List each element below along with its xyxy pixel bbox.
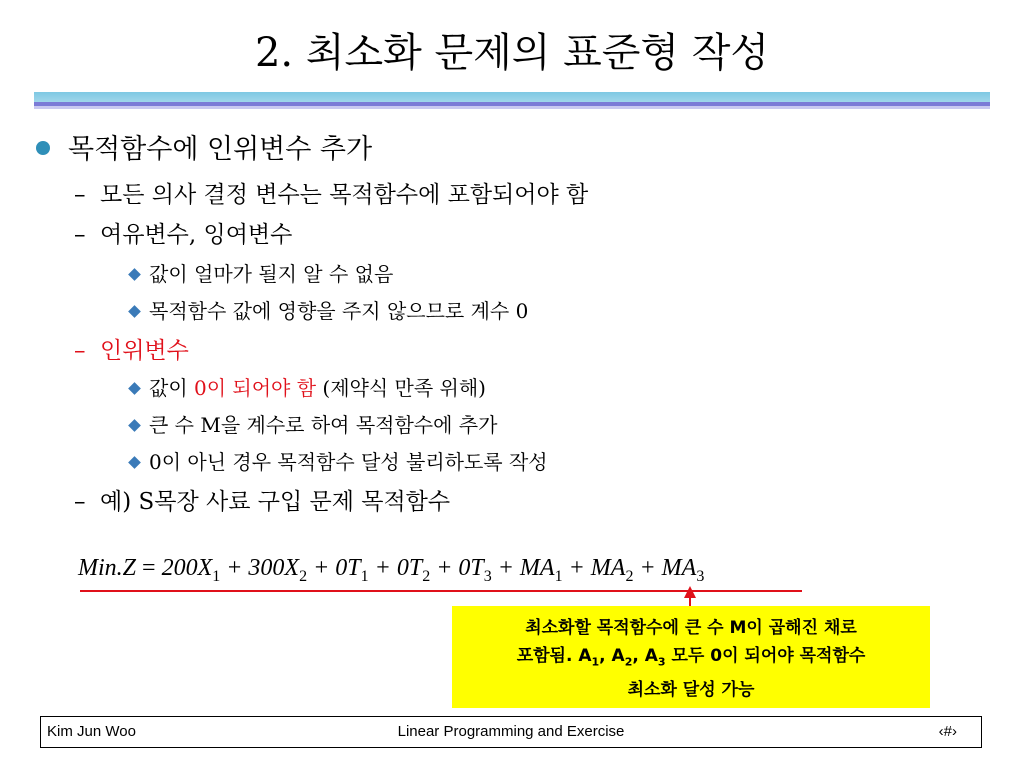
sub-bullet-c (74, 336, 189, 366)
item-text: 목적함수 값에 영향을 주지 않으므로 계수 0 (149, 299, 529, 323)
item-text-post: (제약식 만족 위해) (316, 376, 486, 400)
callout-line3: 최소화 달성 가능 (627, 680, 755, 701)
slide-footer (40, 716, 982, 748)
item-text: 큰 수 M을 계수로 하여 목적함수에 추가 (149, 413, 498, 437)
dash-icon: – (74, 338, 86, 364)
formula-sub: 2 (422, 568, 431, 585)
sub-bullet-text: 인위변수 (100, 338, 189, 364)
callout-text: , A (599, 646, 625, 666)
footer-course: Linear Programming and Exercise (397, 723, 625, 740)
formula-term: + MA (491, 555, 555, 581)
diamond-bullet-icon (128, 456, 141, 469)
callout-text: 포함됨. A (516, 646, 592, 666)
sub-bullet-text: 여유변수, 잉여변수 (100, 222, 293, 248)
item-b2 (130, 298, 528, 324)
item-text-pre: 값이 (149, 376, 194, 400)
formula-term: + 0T (430, 555, 484, 581)
round-bullet-icon (36, 141, 50, 155)
dash-icon: – (74, 489, 86, 515)
formula-sub: 3 (483, 568, 492, 585)
item-text: 0이 아닌 경우 목적함수 달성 불리하도록 작성 (149, 450, 548, 474)
sub-bullet-d (74, 487, 450, 517)
callout-text: 모두 0이 되어야 목적함수 (665, 646, 866, 666)
sub-bullet-b (74, 220, 292, 250)
formula-term: 200X (161, 555, 213, 581)
diamond-bullet-icon (128, 419, 141, 432)
formula-term: + MA (633, 555, 697, 581)
callout-sub: 2 (624, 655, 633, 669)
diamond-bullet-icon (128, 382, 141, 395)
callout-sub: 1 (591, 655, 600, 669)
diamond-bullet-icon (128, 268, 141, 281)
formula-lhs: Min.Z (78, 555, 137, 581)
callout-line2 (458, 642, 924, 676)
title-rule-top (34, 92, 990, 102)
formula-sub: 2 (625, 568, 634, 585)
formula-sub: 2 (299, 568, 308, 585)
sub-bullet-text: 예) S목장 사료 구입 문제 목적함수 (100, 489, 451, 515)
formula-sub: 3 (696, 568, 705, 585)
item-text-highlight: 0이 되어야 함 (194, 376, 317, 400)
bullet-text: 목적함수에 인위변수 추가 (68, 134, 373, 165)
callout-sub: 3 (657, 655, 666, 669)
diamond-bullet-icon (128, 305, 141, 318)
callout-note (452, 606, 930, 708)
footer-author: Kim Jun Woo (47, 723, 136, 740)
item-c1 (130, 375, 486, 401)
formula-eq: = (136, 555, 162, 581)
dash-icon: – (74, 182, 86, 208)
item-b1 (130, 261, 393, 287)
formula-sub: 1 (554, 568, 563, 585)
sub-bullet-text: 모든 의사 결정 변수는 목적함수에 포함되어야 함 (100, 182, 589, 208)
callout-line1: 최소화할 목적함수에 큰 수 M이 곱해진 채로 (525, 618, 857, 638)
bullet-level1 (36, 132, 372, 168)
title-rule-bottom (34, 106, 990, 109)
formula-sub: 1 (212, 568, 221, 585)
item-c3 (130, 449, 548, 475)
formula-term: + 300X (220, 555, 300, 581)
slide-title: 2. 최소화 문제의 표준형 작성 (254, 30, 770, 76)
footer-slide-number: ‹#› (938, 723, 957, 740)
formula-term: + 0T (368, 555, 423, 581)
formula-sub: 1 (360, 568, 369, 585)
item-c2 (130, 412, 497, 438)
objective-function-formula (78, 548, 808, 588)
sub-bullet-a (74, 180, 588, 210)
dash-icon: – (74, 222, 86, 248)
formula-term: + 0T (307, 555, 361, 581)
callout-text: , A (632, 646, 658, 666)
formula-term: + MA (562, 555, 626, 581)
item-text: 값이 얼마가 될지 알 수 없음 (149, 262, 394, 286)
